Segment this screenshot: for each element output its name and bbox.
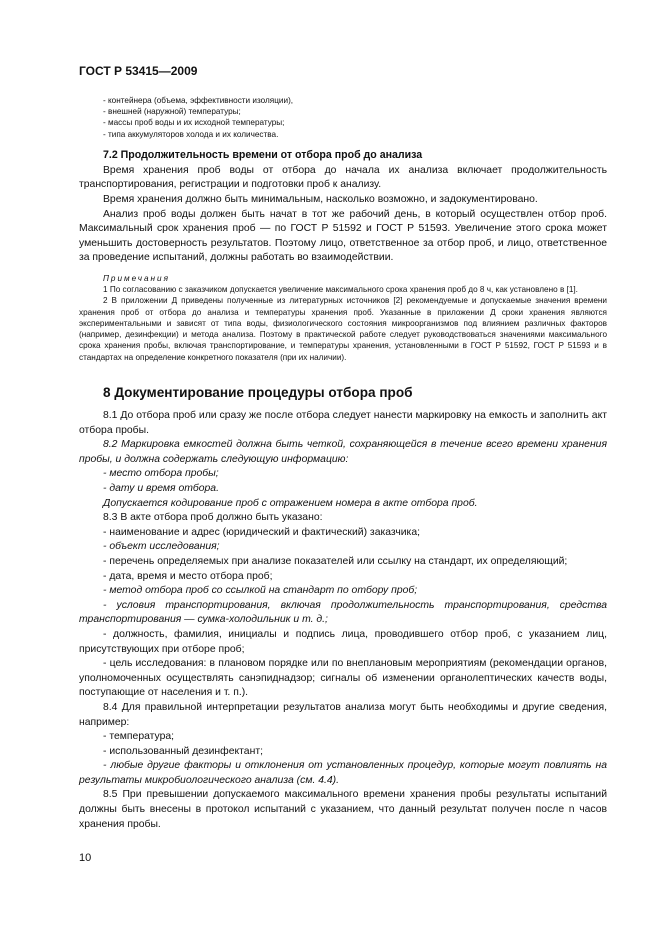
list-item: - условия транспортирования, включая продолжительность транспортирования, средства транспортирования — сумка-холодильник и т. д.;	[79, 599, 607, 626]
paragraph: Время хранения должно быть минимальным, насколько возможно, и задокументировано.	[103, 194, 538, 205]
paragraph: Допускается кодирование проб с отражением номера в акте отбора проб.	[103, 497, 478, 509]
paragraph: Анализ проб воды должен быть начат в тот же рабочий день, в который осуществлен отбор проб. Максимальный срок хранения проб — по ГОСТ Р 51592 и ГОСТ Р 51593. Увеличение этого срока может уменьшить достоверность результатов. Поэтому лицо, ответственное за отбор проб, и лицо, ответственное за проведение испытаний, должны работать во взаимодействии.	[79, 208, 607, 264]
top-list	[79, 95, 607, 140]
list-item: - дату и время отбора.	[103, 483, 219, 495]
section-7-2-heading: 7.2 Продолжительность времени от отбора проб до анализа	[103, 148, 423, 161]
paragraph-8-5: 8.5 При превышении допускаемого максимального времени хранения пробы результаты испытаний должны быть внесены в протокол испытаний с указанием, что данный результат получен после n часов хранения пробы.	[79, 789, 607, 830]
note-1: 1 По согласованию с заказчиком допускается увеличение максимального срока хранения проб до 8 ч, как установлено в [1].	[103, 284, 578, 294]
list-item: - массы проб воды и их исходной температуры;	[103, 118, 285, 128]
document-body	[79, 95, 607, 832]
list-item: - место отбора пробы;	[103, 468, 219, 480]
paragraph: Время хранения проб воды от отбора до начала их анализа включает продолжительность транспортирования, регистрации и подготовки проб к анализу.	[79, 164, 607, 191]
paragraph-8-4: 8.4 Для правильной интерпретации результатов анализа могут быть необходимы и другие сведения, например:	[79, 701, 607, 728]
list-item: - любые другие факторы и отклонения от установленных процедур, которые могут повлиять на результаты микробиологического анализа (см. 4.4).	[79, 760, 607, 786]
list-item: - внешней (наружной) температуры;	[103, 107, 241, 117]
paragraph-8-3: 8.3 В акте отбора проб должно быть указано:	[103, 512, 323, 524]
list-item: - перечень определяемых при анализе показателей или ссылку на стандарт, их определяющий;	[103, 555, 568, 567]
notes-heading: Примечания	[103, 273, 170, 283]
paragraph-8-2: 8.2 Маркировка емкостей должна быть четкой, сохраняющейся в течение всего времени хранения пробы, и должна содержать следующую информацию:	[79, 439, 607, 465]
page-number: 10	[79, 852, 92, 864]
document-header: ГОСТ Р 53415—2009	[79, 64, 198, 78]
list-item: - использованный дезинфектант;	[103, 745, 263, 757]
paragraph-8-1: 8.1 До отбора проб или сразу же после отбора следует нанести маркировку на емкость и заполнить акт отбора пробы.	[79, 410, 607, 436]
list-item: - контейнера (объема, эффективности изоляции),	[103, 96, 294, 105]
list-item: - объект исследования;	[103, 541, 220, 553]
list-item: - температура;	[103, 731, 175, 743]
list-item: - метод отбора проб со ссылкой на стандарт по отбору проб;	[103, 585, 418, 597]
list-item: - должность, фамилия, инициалы и подпись лица, проводившего отбор проб, с указанием лиц, присутствующих при отборе проб;	[79, 628, 607, 655]
list-item: - дата, время и место отбора проб;	[103, 570, 273, 582]
list-item: - наименование и адрес (юридический и фактический) заказчика;	[103, 526, 420, 538]
list-item: - цель исследования: в плановом порядке или по внеплановым мероприятиям (рекомендации органов, уполномоченных осуществлять санэпиднадзор; сигналы об изменении органолептических качеств воды, поступающие от населения и т. п.).	[79, 658, 607, 699]
section-8-heading: 8 Документирование процедуры отбора проб	[103, 385, 413, 401]
list-item: - типа аккумуляторов холода и их количества.	[103, 129, 279, 139]
note-2: 2 В приложении Д приведены полученные из литературных источников [2] рекомендуемые и допускаемые значения времени хранения проб от отбора до анализа и температуры хранения проб. Указанные в приложении Д сроки хранения являются экспериментальными и зависят от типа воды, физиологического состояния микроорганизмов под влиянием различных факторов (например, дезинфекции) и метода анализа. Поэтому в практической работе следует руководствоваться значениями максимального срока хранения пробы, включая транспортирование, и температуры хранения, установленными в ГОСТ Р 51592, ГОСТ Р 51593 и в стандартах на определение конкретного показателя (при их наличии).	[79, 296, 607, 362]
